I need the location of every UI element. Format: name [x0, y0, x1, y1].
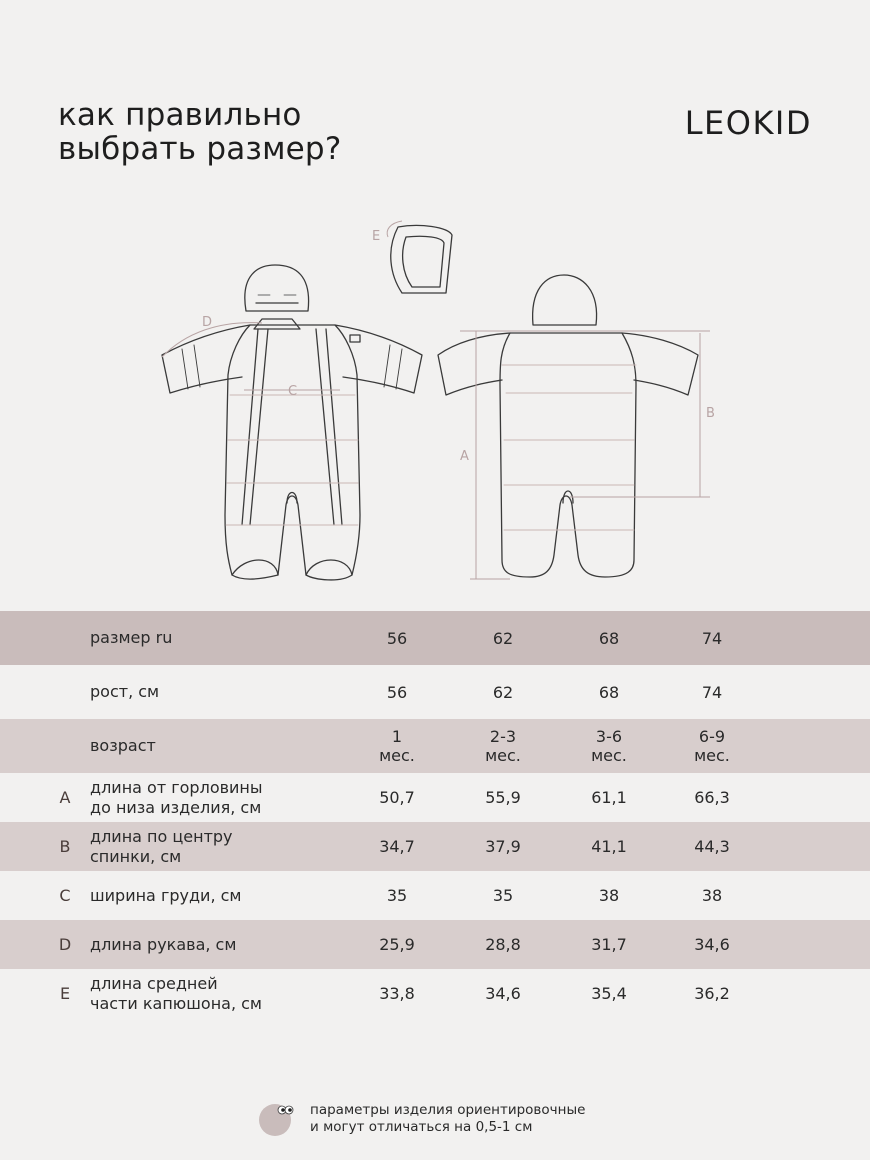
- row-value-line: 31,7: [591, 935, 627, 954]
- row-value-line: 66,3: [694, 788, 730, 807]
- row-value-line: 44,3: [694, 837, 730, 856]
- row-letter: E: [59, 984, 71, 1003]
- footer-note-text: [310, 1102, 585, 1136]
- row-value-line: 50,7: [379, 788, 415, 807]
- row-value: [357, 984, 437, 1003]
- row-value-line: 3-6: [595, 727, 623, 746]
- row-value-line: мес.: [591, 746, 627, 765]
- row-value: [672, 935, 752, 954]
- row-value-line: мес.: [379, 746, 415, 765]
- row-label: [90, 886, 330, 906]
- page-title: [58, 98, 341, 166]
- row-label-line: до низа изделия, см: [90, 797, 262, 817]
- table-row: [0, 920, 870, 969]
- hood-side-drawing: [391, 225, 452, 293]
- front-view-drawing: [162, 265, 422, 580]
- row-value-line: 34,7: [379, 837, 415, 856]
- row-value-line: 6-9: [698, 727, 726, 746]
- footer-note: [258, 1101, 585, 1137]
- mascot-icon: [258, 1101, 294, 1137]
- row-value-line: 56: [386, 628, 408, 648]
- row-value: [357, 935, 437, 954]
- row-value: [672, 629, 752, 648]
- table-row: [0, 822, 870, 871]
- row-value-line: 34,6: [485, 984, 521, 1003]
- row-value-line: 37,9: [485, 837, 521, 856]
- row-value: [357, 837, 437, 856]
- row-value-line: 33,8: [379, 984, 415, 1003]
- row-value: [569, 886, 649, 905]
- row-value: [463, 727, 543, 765]
- row-label: [90, 974, 330, 1014]
- row-value: [569, 837, 649, 856]
- row-label-line: размер ru: [90, 628, 173, 647]
- row-label-line: рост, см: [90, 682, 160, 701]
- row-value-line: 34,6: [694, 935, 730, 954]
- row-value: [463, 629, 543, 648]
- table-row: [0, 665, 870, 719]
- row-label: [90, 778, 330, 818]
- row-value-line: мес.: [694, 746, 730, 765]
- row-value-line: 35,4: [591, 984, 627, 1003]
- row-value-line: 56: [386, 682, 408, 702]
- row-label-line: длина средней: [90, 973, 218, 993]
- row-value: [672, 984, 752, 1003]
- row-value: [463, 984, 543, 1003]
- row-value: [357, 886, 437, 905]
- row-value-line: 68: [598, 628, 620, 648]
- row-label-line: длина рукава, см: [90, 934, 237, 954]
- label-c: C: [288, 384, 298, 399]
- label-d: D: [202, 315, 213, 330]
- row-label: [90, 682, 330, 702]
- row-value-line: 35: [492, 886, 514, 905]
- label-a: A: [460, 449, 469, 464]
- row-letter: D: [58, 935, 72, 954]
- row-value-line: 38: [598, 886, 620, 905]
- row-letter: B: [59, 837, 71, 856]
- brand-logo: LEOKID: [684, 104, 812, 142]
- row-value: [463, 683, 543, 702]
- row-value: [357, 629, 437, 648]
- row-letter: C: [59, 886, 71, 905]
- row-value-line: 41,1: [591, 837, 627, 856]
- row-label-line: спинки, см: [90, 846, 182, 866]
- row-value-line: 2-3: [489, 727, 517, 746]
- row-value-line: 62: [492, 628, 514, 648]
- row-value: [672, 727, 752, 765]
- table-row: [0, 871, 870, 920]
- row-value: [357, 727, 437, 765]
- row-letter: A: [59, 788, 71, 807]
- row-value-line: 25,9: [379, 935, 415, 954]
- table-row: [0, 611, 870, 665]
- row-value-line: 74: [701, 682, 723, 702]
- row-value: [672, 837, 752, 856]
- footer-note-line-2: и могут отличаться на 0,5-1 см: [310, 1119, 533, 1135]
- row-value: [672, 788, 752, 807]
- table-row: [0, 773, 870, 822]
- row-value-line: 35: [386, 886, 408, 905]
- row-label: [90, 736, 330, 756]
- row-value: [463, 886, 543, 905]
- title-line-1: как правильно: [58, 97, 302, 133]
- row-value-line: 38: [701, 886, 723, 905]
- row-value: [463, 837, 543, 856]
- table-row: [0, 969, 870, 1018]
- row-value-line: 36,2: [694, 984, 730, 1003]
- row-value-line: 55,9: [485, 788, 521, 807]
- footer-note-line-1: параметры изделия ориентировочные: [310, 1102, 586, 1118]
- row-value: [463, 935, 543, 954]
- row-value-line: 28,8: [485, 935, 521, 954]
- table-row: [0, 719, 870, 773]
- row-label-line: части капюшона, см: [90, 993, 262, 1013]
- row-value: [672, 886, 752, 905]
- row-label-line: ширина груди, см: [90, 885, 242, 905]
- row-label: [90, 827, 330, 867]
- row-value-line: 1: [391, 727, 403, 746]
- title-line-2: выбрать размер?: [58, 131, 342, 167]
- row-value-line: 62: [492, 682, 514, 702]
- row-value: [569, 935, 649, 954]
- row-value: [357, 683, 437, 702]
- row-label-line: возраст: [90, 736, 156, 755]
- label-b: B: [706, 406, 715, 421]
- row-value: [672, 683, 752, 702]
- row-value: [569, 984, 649, 1003]
- size-table: [0, 611, 870, 1018]
- label-e: E: [372, 229, 381, 244]
- row-value-line: мес.: [485, 746, 521, 765]
- row-value-line: 68: [598, 682, 620, 702]
- row-label-line: длина от горловины: [90, 777, 263, 797]
- row-value: [569, 629, 649, 648]
- row-value: [569, 727, 649, 765]
- row-label: [90, 935, 330, 955]
- back-view-drawing: [438, 275, 698, 577]
- row-value-line: 74: [701, 628, 723, 648]
- size-diagram: [150, 215, 730, 590]
- row-label-line: длина по центру: [90, 826, 233, 846]
- row-value: [357, 788, 437, 807]
- row-value: [463, 788, 543, 807]
- row-value-line: 61,1: [591, 788, 627, 807]
- row-label: [90, 628, 330, 648]
- row-value: [569, 788, 649, 807]
- row-value: [569, 683, 649, 702]
